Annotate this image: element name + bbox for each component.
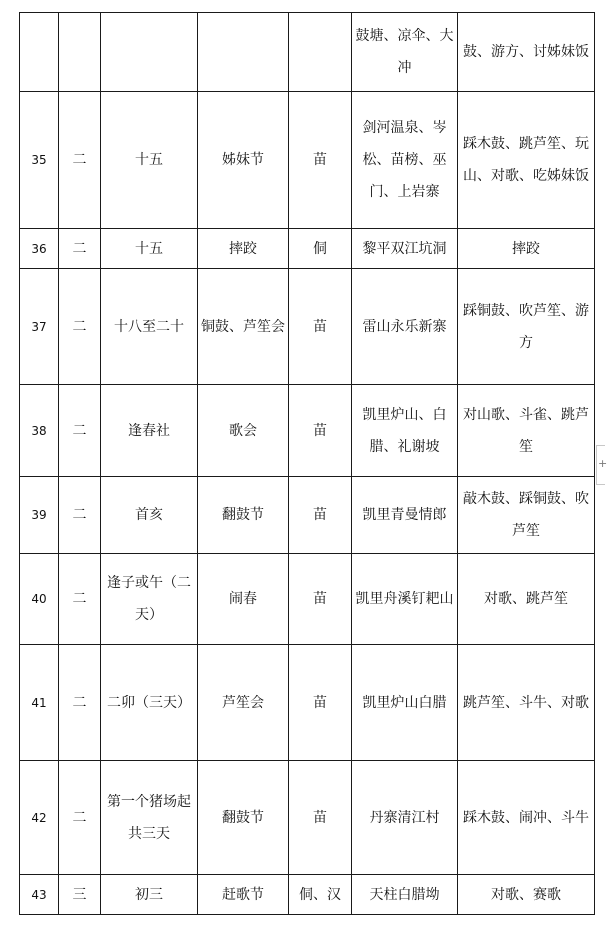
day-cell: 首亥 [101, 477, 198, 554]
month-cell [59, 13, 101, 92]
table-row [20, 385, 595, 477]
month-cell: 二 [59, 761, 101, 875]
month-cell: 二 [59, 477, 101, 554]
festival-cell: 翻鼓节 [198, 477, 289, 554]
ethnic-cell: 侗 [289, 229, 352, 269]
festival-cell [198, 13, 289, 92]
table-row [20, 269, 595, 385]
table-row [20, 554, 595, 645]
activities-cell: 踩铜鼓、吹芦笙、游方 [458, 269, 595, 385]
festival-table [19, 12, 595, 915]
place-cell: 天柱白腊坳 [352, 875, 458, 915]
ethnic-cell: 苗 [289, 477, 352, 554]
activities-cell: 踩木鼓、跳芦笙、玩山、对歌、吃姊妹饭 [458, 92, 595, 229]
table-row [20, 761, 595, 875]
festival-table-body [20, 13, 595, 915]
table-row [20, 229, 595, 269]
row-number-cell: 40 [20, 554, 59, 645]
ethnic-cell [289, 13, 352, 92]
place-cell: 凯里青曼情郎 [352, 477, 458, 554]
day-cell: 逢春社 [101, 385, 198, 477]
month-cell: 二 [59, 92, 101, 229]
row-number-cell: 42 [20, 761, 59, 875]
month-cell: 二 [59, 554, 101, 645]
festival-cell: 摔跤 [198, 229, 289, 269]
place-cell: 黎平双江坑洞 [352, 229, 458, 269]
ethnic-cell: 苗 [289, 761, 352, 875]
day-cell: 十五 [101, 92, 198, 229]
activities-cell: 敲木鼓、踩铜鼓、吹芦笙 [458, 477, 595, 554]
month-cell: 二 [59, 645, 101, 761]
ethnic-cell: 苗 [289, 269, 352, 385]
place-cell: 雷山永乐新寨 [352, 269, 458, 385]
place-cell: 凯里舟溪钉耙山 [352, 554, 458, 645]
table-row [20, 13, 595, 92]
day-cell: 二卯（三天） [101, 645, 198, 761]
festival-cell: 歌会 [198, 385, 289, 477]
table-move-handle[interactable] [596, 445, 605, 485]
ethnic-cell: 侗、汉 [289, 875, 352, 915]
activities-cell: 对山歌、斗雀、跳芦笙 [458, 385, 595, 477]
activities-cell: 踩木鼓、闹冲、斗牛 [458, 761, 595, 875]
ethnic-cell: 苗 [289, 554, 352, 645]
row-number-cell: 37 [20, 269, 59, 385]
place-cell: 丹寨清江村 [352, 761, 458, 875]
month-cell: 二 [59, 229, 101, 269]
ethnic-cell: 苗 [289, 385, 352, 477]
festival-cell: 翻鼓节 [198, 761, 289, 875]
festival-cell: 姊妹节 [198, 92, 289, 229]
place-cell: 凯里炉山白腊 [352, 645, 458, 761]
activities-cell: 摔跤 [458, 229, 595, 269]
festival-cell: 芦笙会 [198, 645, 289, 761]
ethnic-cell: 苗 [289, 645, 352, 761]
place-cell: 鼓塘、凉伞、大冲 [352, 13, 458, 92]
row-number-cell: 39 [20, 477, 59, 554]
month-cell: 二 [59, 269, 101, 385]
place-cell: 凯里炉山、白腊、礼谢坡 [352, 385, 458, 477]
festival-cell: 赶歌节 [198, 875, 289, 915]
month-cell: 二 [59, 385, 101, 477]
activities-cell: 跳芦笙、斗牛、对歌 [458, 645, 595, 761]
activities-cell: 对歌、赛歌 [458, 875, 595, 915]
month-cell: 三 [59, 875, 101, 915]
ethnic-cell: 苗 [289, 92, 352, 229]
row-number-cell: 43 [20, 875, 59, 915]
row-number-cell: 41 [20, 645, 59, 761]
table-row [20, 477, 595, 554]
day-cell: 十八至二十 [101, 269, 198, 385]
festival-cell: 闹春 [198, 554, 289, 645]
day-cell: 逢子或午（二天） [101, 554, 198, 645]
day-cell: 十五 [101, 229, 198, 269]
activities-cell: 鼓、游方、讨姊妹饭 [458, 13, 595, 92]
row-number-cell: 36 [20, 229, 59, 269]
plus-icon: + [598, 457, 607, 470]
activities-cell: 对歌、跳芦笙 [458, 554, 595, 645]
row-number-cell: 35 [20, 92, 59, 229]
day-cell [101, 13, 198, 92]
festival-cell: 铜鼓、芦笙会 [198, 269, 289, 385]
day-cell: 第一个猪场起共三天 [101, 761, 198, 875]
row-number-cell [20, 13, 59, 92]
table-row [20, 875, 595, 915]
day-cell: 初三 [101, 875, 198, 915]
table-row [20, 92, 595, 229]
place-cell: 剑河温泉、岑松、苗榜、巫门、上岩寨 [352, 92, 458, 229]
table-row [20, 645, 595, 761]
row-number-cell: 38 [20, 385, 59, 477]
